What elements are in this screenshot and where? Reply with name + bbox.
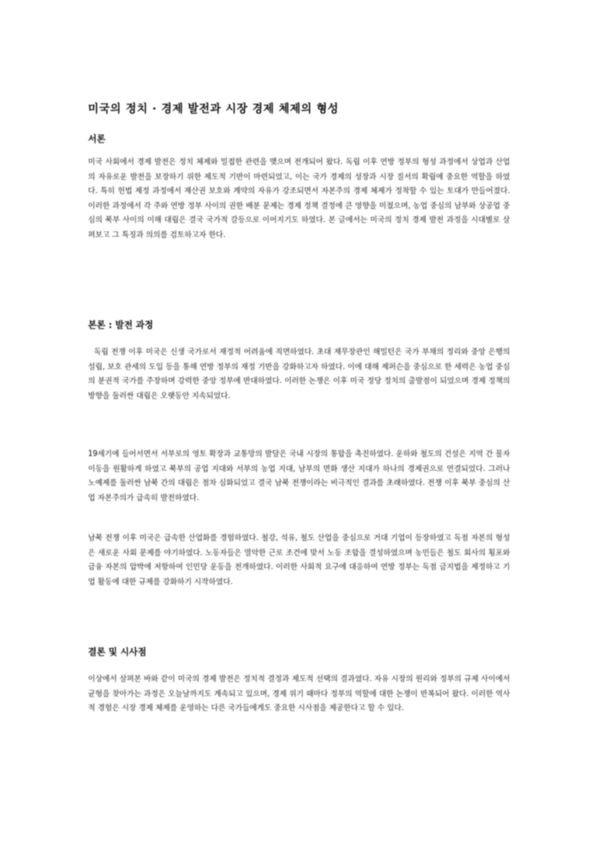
section-paragraph: 미국 사회에서 경제 발전은 정치 체제와 밀접한 관련을 맺으며 전개되어 왔다. 독립 이후 연방 정부의 형성 과정에서 상업과 산업의 자유로운 발전을 보장하기 위한 제도적 기반이 마련되었고, 이는 국가 경제의 성장과 시장 질서의 확립에 중요한 역할을 하였다. 특히 헌법 제정 과정에서 재산권 보호와 계약의 자유가 강조되면서 자본주의 경제 체제가 정착할 수 있는 토대가 만들어졌다. 이러한 과정에서 각 주와 연방 정부 사이의 권한 배분 문제는 경제 정책 결정에 큰 영향을 미쳤으며, 농업 중심의 남부와 상공업 중심의 북부 사이의 이해 대립은 결국 국가적 갈등으로 이어지기도 하였다. 본 글에서는 미국의 정치 경제 발전 과정을 시대별로 살펴보고 그 특징과 의의를 검토하고자 한다. — [88, 157, 510, 239]
document-title: 미국의 정치 · 경제 발전과 시장 경제 체제의 형성 — [88, 102, 339, 115]
section-paragraph: 독립 전쟁 이후 미국은 신생 국가로서 재정적 어려움에 직면하였다. 초대 재무장관인 해밀턴은 국가 부채의 정리와 중앙 은행의 설립, 보호 관세의 도입 등을 통해 연방 정부의 재정 기반을 강화하고자 하였다. 이에 대해 제퍼슨을 중심으로 한 세력은 농업 중심의 분권적 국가를 주장하며 강력한 중앙 정부에 반대하였다. 이러한 논쟁은 이후 미국 정당 정치의 출발점이 되었으며 경제 정책의 방향을 둘러싼 대립은 오랫동안 지속되었다. — [88, 347, 510, 400]
section-heading-conclusion: 결론 및 시사점 — [88, 648, 147, 658]
section-heading-intro: 서론 — [88, 135, 106, 145]
section-heading-body: 본론 : 발전 과정 — [88, 321, 154, 331]
section-paragraph: 이상에서 살펴본 바와 같이 미국의 경제 발전은 정치적 결정과 제도적 선택의 결과였다. 자유 시장의 원리와 정부의 규제 사이에서 균형을 찾아가는 과정은 오늘날까지도 계속되고 있으며, 경제 위기 때마다 정부의 역할에 대한 논쟁이 반복되어 왔다. 이러한 역사적 경험은 시장 경제 체제를 운영하는 다른 국가들에게도 중요한 시사점을 제공한다고 할 수 있다. — [88, 674, 510, 713]
section-paragraph: 남북 전쟁 이후 미국은 급속한 산업화를 경험하였다. 철강, 석유, 철도 산업을 중심으로 거대 기업이 등장하였고 독점 자본의 형성은 새로운 사회 문제를 야기하였다. 노동자들은 열악한 근로 조건에 맞서 노동 조합을 결성하였으며 농민들은 철도 회사의 횡포와 금융 자본의 압박에 저항하여 인민당 운동을 전개하였다. 이러한 사회적 요구에 대응하여 연방 정부는 독점 금지법을 제정하고 기업 활동에 대한 규제를 강화하기 시작하였다. — [88, 533, 510, 586]
section-paragraph: 19세기에 들어서면서 서부로의 영토 확장과 교통망의 발달은 국내 시장의 통합을 촉진하였다. 운하와 철도의 건설은 지역 간 물자 이동을 원활하게 하였고 북부의 공업 지대와 서부의 농업 지대, 남부의 면화 생산 지대가 하나의 경제권으로 연결되었다. 그러나 노예제를 둘러싼 남북 간의 대립은 점차 심화되었고 결국 남북 전쟁이라는 비극적인 결과를 초래하였다. 전쟁 이후 북부 중심의 산업 자본주의가 급속히 발전하였다. — [88, 449, 510, 502]
